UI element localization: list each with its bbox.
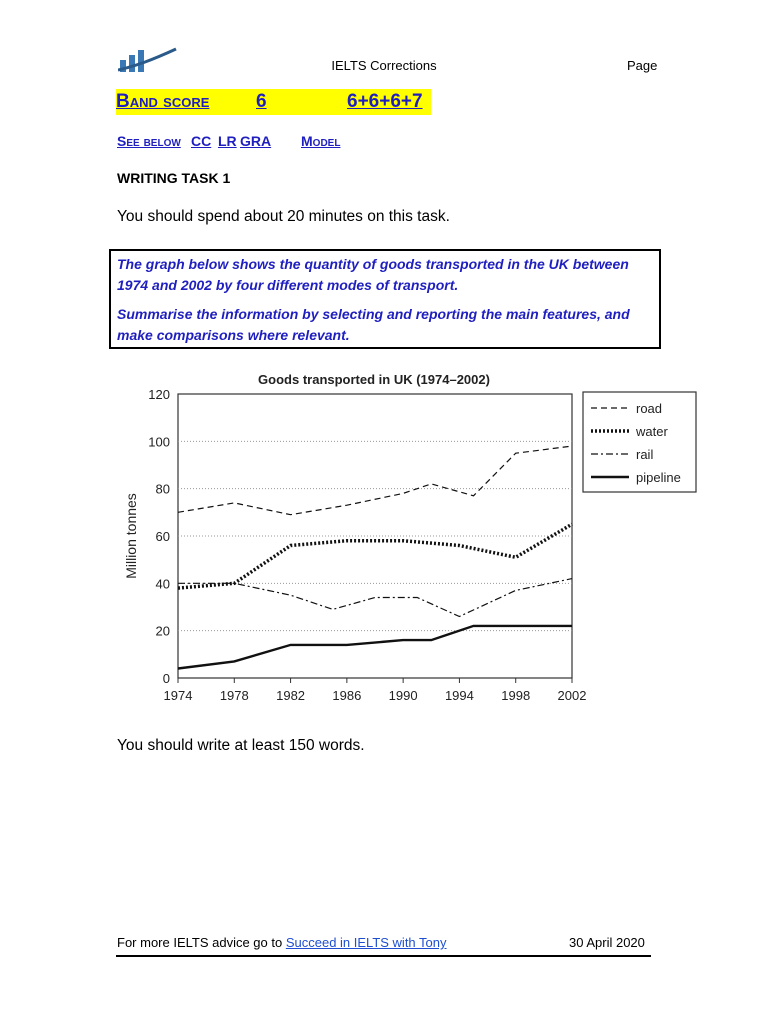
y-tick-label: 60: [155, 529, 170, 544]
y-tick-label: 20: [155, 623, 170, 639]
y-tick-label: 80: [155, 481, 170, 497]
x-tick-label: 1974: [163, 688, 193, 703]
cc-link[interactable]: CC: [191, 133, 212, 149]
x-tick-label: 1986: [332, 688, 362, 703]
legend-label-rail: rail: [636, 447, 654, 462]
footer-advice-text: For more IELTS advice go to: [117, 935, 286, 950]
header-title: IELTS Corrections: [331, 58, 437, 73]
x-tick-label: 1994: [444, 688, 474, 703]
word-count-instruction: You should write at least 150 words.: [117, 737, 365, 754]
x-tick-label: 1982: [276, 688, 306, 703]
see-below-link[interactable]: See below: [117, 133, 181, 149]
legend-label-water: water: [636, 424, 668, 439]
task-heading: WRITING TASK 1: [117, 170, 231, 186]
y-tick-label: 120: [148, 387, 170, 402]
lr-link[interactable]: LR: [218, 133, 237, 149]
x-tick-label: 2002: [557, 688, 587, 703]
model-link[interactable]: Model: [301, 133, 341, 149]
y-axis-label: Million tonnes: [123, 493, 139, 579]
task-prompt-line-1: The graph below shows the quantity of goods transported in the UK between 1974 and 2002 by four different modes of transport.: [117, 256, 629, 293]
footer-date: 30 April 2020: [569, 935, 645, 950]
series-line-water: [178, 524, 572, 588]
header-page-label: Page: [627, 58, 658, 73]
y-tick-label: 100: [148, 434, 170, 450]
series-line-rail: [178, 579, 572, 617]
band-score-value: 6: [256, 91, 267, 112]
band-score-banner: [116, 89, 431, 115]
time-instruction: You should spend about 20 minutes on this task.: [117, 208, 450, 225]
y-tick-label: 40: [155, 576, 170, 592]
band-score-label: Band score: [116, 91, 210, 112]
legend-label-road: road: [636, 401, 663, 416]
band-score-breakdown: 6+6+6+7: [347, 91, 423, 112]
gra-link[interactable]: GRA: [240, 133, 272, 149]
footer-advice: [117, 935, 447, 950]
chart-title: Goods transported in UK (1974–2002): [258, 372, 490, 387]
legend-label-pipeline: pipeline: [636, 470, 681, 485]
footer-divider: [116, 955, 651, 957]
task-prompt-line-2: Summarise the information by selecting and reporting the main features, and make comparisons where relevant.: [117, 306, 630, 343]
goods-transport-chart: [116, 360, 706, 715]
footer-link[interactable]: Succeed in IELTS with Tony: [285, 935, 447, 950]
series-line-pipeline: [178, 626, 572, 669]
task-prompt-box: [109, 249, 661, 349]
x-tick-label: 1998: [501, 688, 531, 703]
x-tick-label: 1978: [219, 688, 249, 703]
y-tick-label: 0: [162, 671, 170, 686]
series-line-road: [178, 446, 572, 515]
x-tick-label: 1990: [388, 688, 418, 703]
plot-frame: [178, 394, 572, 678]
